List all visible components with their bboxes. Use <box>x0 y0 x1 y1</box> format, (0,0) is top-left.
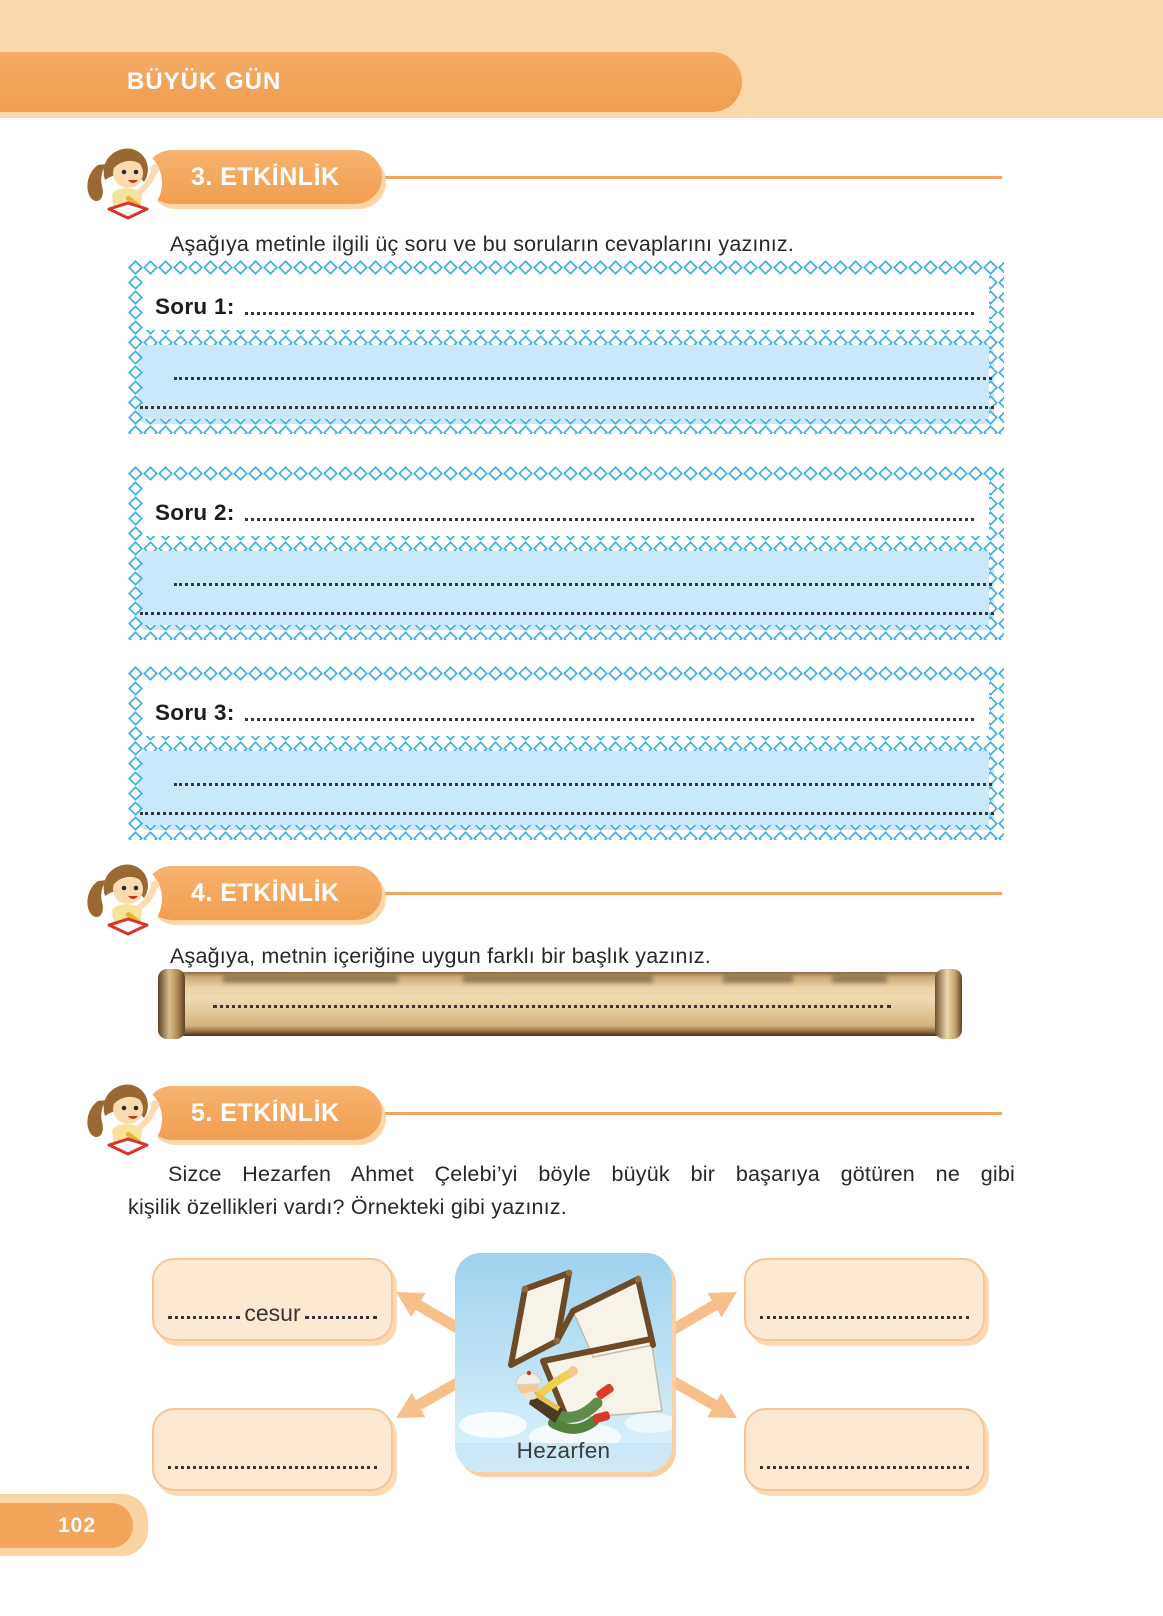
page-number-badge <box>0 1503 133 1548</box>
title-scroll <box>163 972 957 1036</box>
trait-box-bottom-left[interactable] <box>152 1408 393 1491</box>
activity-5-instruction: Sizce Hezarfen Ahmet Çelebi’yi böyle büyük bir başarıya götüren ne gibi kişilik özellikleri vardı? Örnekteki gibi yazınız. <box>128 1161 1015 1219</box>
scroll-ink-smudge <box>723 975 793 983</box>
header-rule-line <box>372 176 1002 179</box>
trait-answer-line[interactable] <box>305 1316 377 1319</box>
header-rule-line <box>372 892 1002 895</box>
writing-girl-mascot-icon <box>76 1069 172 1165</box>
title-answer-line[interactable] <box>213 1005 891 1008</box>
activity-3-label: 3. ETKİNLİK <box>191 163 340 191</box>
activity-3-instruction: Aşağıya metinle ilgili üç soru ve bu soruların cevaplarını yazınız. <box>170 231 795 256</box>
unit-title-bar <box>0 52 742 112</box>
header-rule-line <box>372 1112 1002 1115</box>
activity-4-label: 4. ETKİNLİK <box>191 879 340 907</box>
trait-diagram <box>0 1200 1163 1510</box>
activity-5-banner <box>145 1086 382 1140</box>
question-1-label: Soru 1: <box>155 294 235 319</box>
writing-girl-mascot-icon <box>76 849 172 945</box>
unit-title: BÜYÜK GÜN <box>127 68 282 95</box>
question-3-answer-line[interactable] <box>245 718 974 721</box>
example-trait-text: cesur <box>244 1300 301 1326</box>
activity-4-banner <box>145 866 382 920</box>
question-3-label: Soru 3: <box>155 700 235 725</box>
activity-4-instruction: Aşağıya, metnin içeriğine uygun farklı bir başlık yazınız. <box>170 943 711 968</box>
trait-box-bottom-right[interactable] <box>744 1408 985 1491</box>
scroll-ink-smudge <box>223 975 398 983</box>
trait-box-top-right[interactable] <box>744 1258 985 1341</box>
trait-answer-line[interactable] <box>760 1316 969 1319</box>
scroll-right-roll <box>935 969 962 1039</box>
question-2-label: Soru 2: <box>155 500 235 525</box>
hezarfen-label: Hezarfen <box>516 1438 611 1463</box>
scroll-left-roll <box>158 969 185 1039</box>
answer-line[interactable] <box>140 812 994 815</box>
hezarfen-image-card <box>455 1253 672 1472</box>
writing-girl-mascot-icon <box>76 133 172 229</box>
scroll-ink-smudge <box>832 975 887 983</box>
question-1-answer-line[interactable] <box>245 312 974 315</box>
answer-line[interactable] <box>140 406 994 409</box>
trait-answer-line[interactable] <box>168 1466 377 1469</box>
answer-line[interactable] <box>174 377 992 380</box>
trait-answer-line[interactable] <box>168 1316 240 1319</box>
answer-line[interactable] <box>174 583 992 586</box>
question-box-2 <box>128 466 1004 640</box>
question-2-answer-line[interactable] <box>245 518 974 521</box>
question-box-1 <box>128 260 1004 434</box>
answer-line[interactable] <box>140 612 994 615</box>
hezarfen-flying-illustration-icon <box>455 1253 672 1443</box>
activity-3-banner <box>145 150 382 204</box>
trait-answer-line[interactable] <box>760 1466 969 1469</box>
scroll-ink-smudge <box>463 975 653 983</box>
page-number: 102 <box>58 1514 97 1537</box>
activity-5-label: 5. ETKİNLİK <box>191 1099 340 1127</box>
trait-box-top-left[interactable] <box>152 1258 393 1341</box>
answer-line[interactable] <box>174 783 992 786</box>
question-box-3 <box>128 666 1004 840</box>
